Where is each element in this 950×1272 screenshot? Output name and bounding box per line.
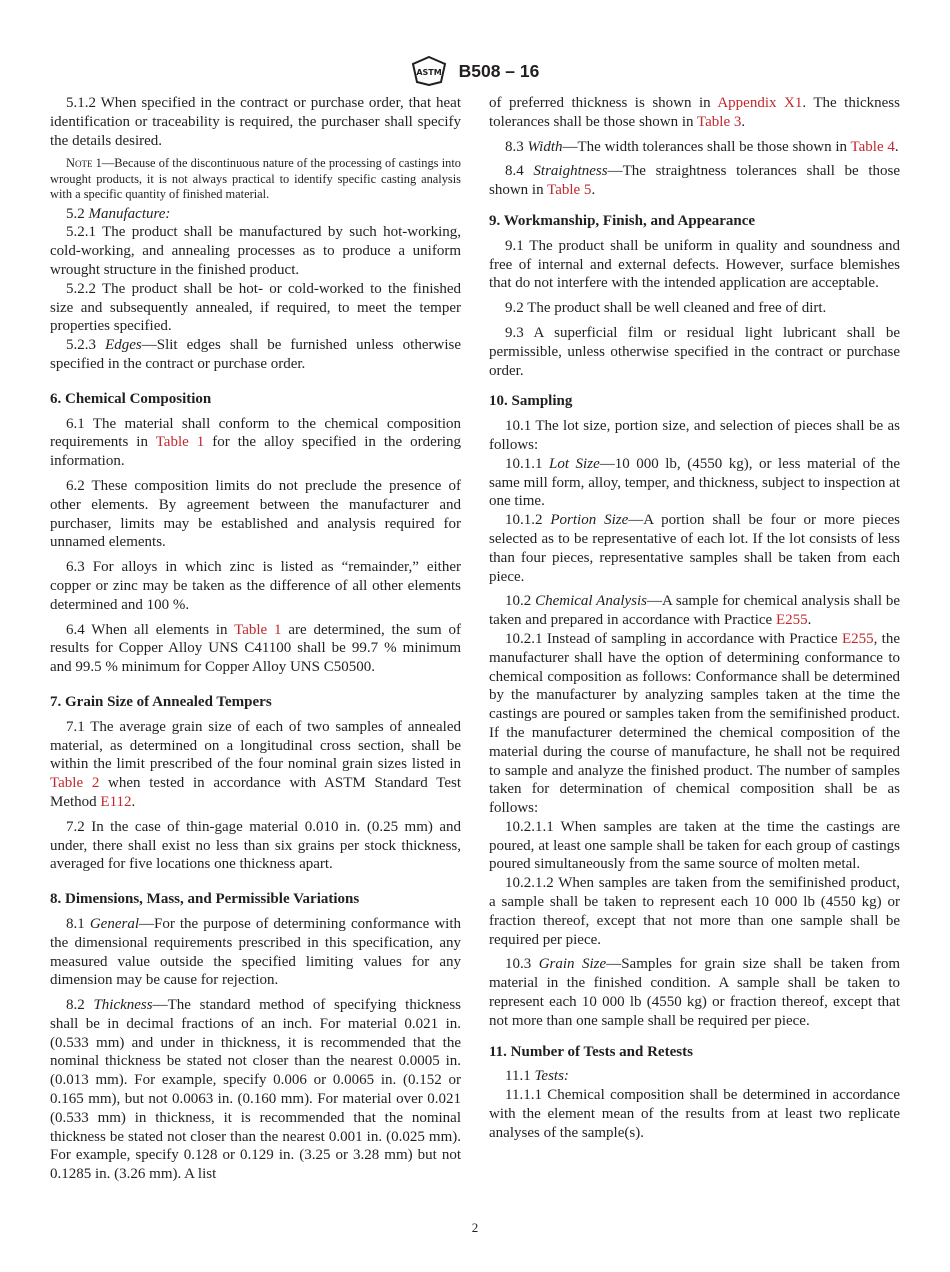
svg-text:ASTM: ASTM: [415, 68, 442, 77]
para-9-3: 9.3 A superficial film or residual light lubricant shall be permissible, unless otherwise specified in the contract or purchase order.: [489, 324, 900, 379]
link-table-4[interactable]: Table 4: [850, 138, 895, 155]
para-10-1-2: 10.1.2 Portion Size—A portion shall be four or more pieces selected as to be representative of each lot. If the lot consists of less than four pieces, representative samples shall be taken from each piece.: [489, 512, 901, 585]
para-6-2: 6.2 These composition limits do not preclude the presence of other elements. By agreement between the manufacturer and purchaser, limits may be established and analysis required for unnamed elements.: [50, 477, 461, 551]
para-8-2-continued: of preferred thickness is shown in Appendix X1. The thickness tolerances shall be those shown in Table 3.: [489, 95, 900, 130]
para-5-2-1: 5.2.1 The product shall be manufactured by such hot-working, cold-working, and annealing processes as to produce a uniform wrought structure in the finished product.: [50, 224, 461, 278]
para-10-3: 10.3 Grain Size—Samples for grain size shall be taken from material in the finished condition. A sample shall be taken to represent each 10 000 lb (4550 kg) or fraction thereof, except that not more than one sample shall be required per piece.: [489, 956, 901, 1029]
link-table-1[interactable]: Table 1: [155, 434, 205, 451]
para-5-2: 5.2 Manufacture:: [66, 205, 171, 222]
para-11-1: 11.1 Tests:: [505, 1068, 569, 1085]
para-5-1-2: 5.1.2 When specified in the contract or purchase order, that heat identification or traceability is required, the purchaser shall specify the details desired.: [50, 95, 461, 149]
section-8-title: 8. Dimensions, Mass, and Permissible Variations: [50, 891, 360, 908]
link-table-1[interactable]: Table 1: [234, 621, 282, 638]
para-5-2-3: 5.2.3 Edges—Slit edges shall be furnished unless otherwise specified in the contract or purchase order.: [50, 337, 461, 372]
para-7-1: 7.1 The average grain size of each of two samples of annealed material, as determined on a longitudinal cross section, shall be within the limit prescribed of the four nominal grain sizes listed in Table 2 when tested in accordance with ASTM Standard Test Method E112.: [50, 718, 461, 810]
para-9-2: 9.2 The product shall be well cleaned and free of dirt.: [505, 300, 827, 317]
link-appendix-x1[interactable]: Appendix X1: [717, 95, 803, 111]
section-11-title: 11. Number of Tests and Retests: [489, 1043, 693, 1060]
link-table-2[interactable]: Table 2: [50, 775, 100, 792]
link-e255[interactable]: E255: [841, 630, 874, 647]
para-10-2-1-2: 10.2.1.2 When samples are taken from the semifinished product, a sample shall be taken to represent each 10 000 lb (4550 kg) or fraction thereof, except that not more than one sample shall be required per piece.: [489, 875, 900, 948]
link-table-5[interactable]: Table 5: [547, 182, 592, 199]
para-8-3: 8.3 Width—The width tolerances shall be those shown in Table 4.: [505, 138, 899, 155]
para-10-1-1: 10.1.1 Lot Size—10 000 lb, (4550 kg), or less material of the same mill form, alloy, temper, and thickness, subject to inspection at one time.: [489, 455, 900, 510]
page-number: 2: [471, 1220, 479, 1235]
astm-logo-icon: [411, 56, 447, 86]
link-e255[interactable]: E255: [775, 612, 808, 629]
document-id: B508 – 16: [458, 60, 540, 81]
para-10-2-1-1: 10.2.1.1 When samples are taken at the time the castings are poured, at least one sample shall be taken for each group of castings poured simultaneously from the same source of molten metal.: [489, 818, 900, 873]
para-10-2: 10.2 Chemical Analysis—A sample for chemical analysis shall be taken and prepared in accordance with Practice E255.: [489, 593, 901, 629]
para-7-2: 7.2 In the case of thin-gage material 0.010 in. (0.25 mm) and under, there shall exist no less than six grains per stock thickness, averaged for five locations one thickness apart.: [50, 818, 461, 873]
note-1: Note 1—Because of the discontinuous nature of the processing of castings into wrought products, it is not always practical to identify specific casting analysis with a specific quantity of finished material.: [50, 156, 461, 202]
section-7-title: 7. Grain Size of Annealed Tempers: [50, 693, 272, 710]
para-10-1: 10.1 The lot size, portion size, and selection of pieces shall be as follows:: [489, 418, 900, 453]
section-10-title: 10. Sampling: [489, 393, 573, 410]
para-5-2-2: 5.2.2 The product shall be hot- or cold-worked to the finished size and subsequently annealed, if required, to meet the temper properties specified.: [50, 280, 461, 335]
link-table-3[interactable]: Table 3: [697, 113, 742, 130]
page-header: [0, 56, 950, 86]
section-6-title: 6. Chemical Composition: [50, 390, 212, 407]
right-column: [489, 94, 900, 1143]
para-10-2-1: 10.2.1 Instead of sampling in accordance with Practice E255, the manufacturer shall have the option of determining conformance to chemical composition as follows: Conformance shall be determined by the manufacturer by analyzing samples taken at the time the castings are poured or samples taken from the semifinished product. If the manufacturer determined the chemical composition of the material during the course of manufacture, he shall not be required to sample and analyze the finished product. The number of samples taken for determination of chemical composition shall be as follows:: [489, 630, 901, 817]
section-9-title: 9. Workmanship, Finish, and Appearance: [489, 212, 756, 229]
para-11-1-1: 11.1.1 Chemical composition shall be determined in accordance with the element mean of the results from at least two replicate analyses of the sample(s).: [489, 1087, 900, 1141]
para-6-3: 6.3 For alloys in which zinc is listed as “remainder,” either copper or zinc may be taken as the difference of all other elements determined and 100 %.: [50, 559, 461, 613]
para-9-1: 9.1 The product shall be uniform in quality and soundness and free of internal and external defects. However, surface blemishes that do not interfere with the intended application are acceptable.: [489, 237, 900, 292]
para-6-4: 6.4 When all elements in Table 1 are determined, the sum of results for Copper Alloy UNS C41100 shall be 99.7 % minimum and 99.5 % minimum for Copper Alloy UNS C50500.: [50, 621, 461, 676]
para-8-1: 8.1 General—For the purpose of determining conformance with the dimensional requirements prescribed in this specification, any measured value outside the specified limiting values for any dimension may be cause for rejection.: [50, 915, 461, 989]
para-8-4: 8.4 Straightness—The straightness tolerances shall be those shown in Table 5.: [489, 163, 900, 199]
link-e112[interactable]: E112: [100, 793, 132, 810]
left-column: [50, 94, 461, 1184]
para-6-1: 6.1 The material shall conform to the chemical composition requirements in Table 1 for the alloy specified in the ordering information.: [50, 415, 461, 470]
para-8-2: 8.2 Thickness—The standard method of specifying thickness shall be in decimal fractions of an inch. For material 0.021 in. (0.533 mm) and under in thickness, it is recommended that the nominal thickness be stated not closer than the nearest 0.0005 in. (0.013 mm). For example, specify 0.006 or 0.0065 in. (0.152 or 0.165 mm), but not 0.0063 in. (0.160 mm). For material over 0.021 (0.533 mm) in thickness, it is recommended that the nominal thickness be stated not closer than the nearest 0.001 in. (0.025 mm). For example, specify 0.128 or 0.129 in. (3.25 or 3.28 mm) but not 0.1285 in. (3.26 mm). A list: [50, 997, 462, 1183]
